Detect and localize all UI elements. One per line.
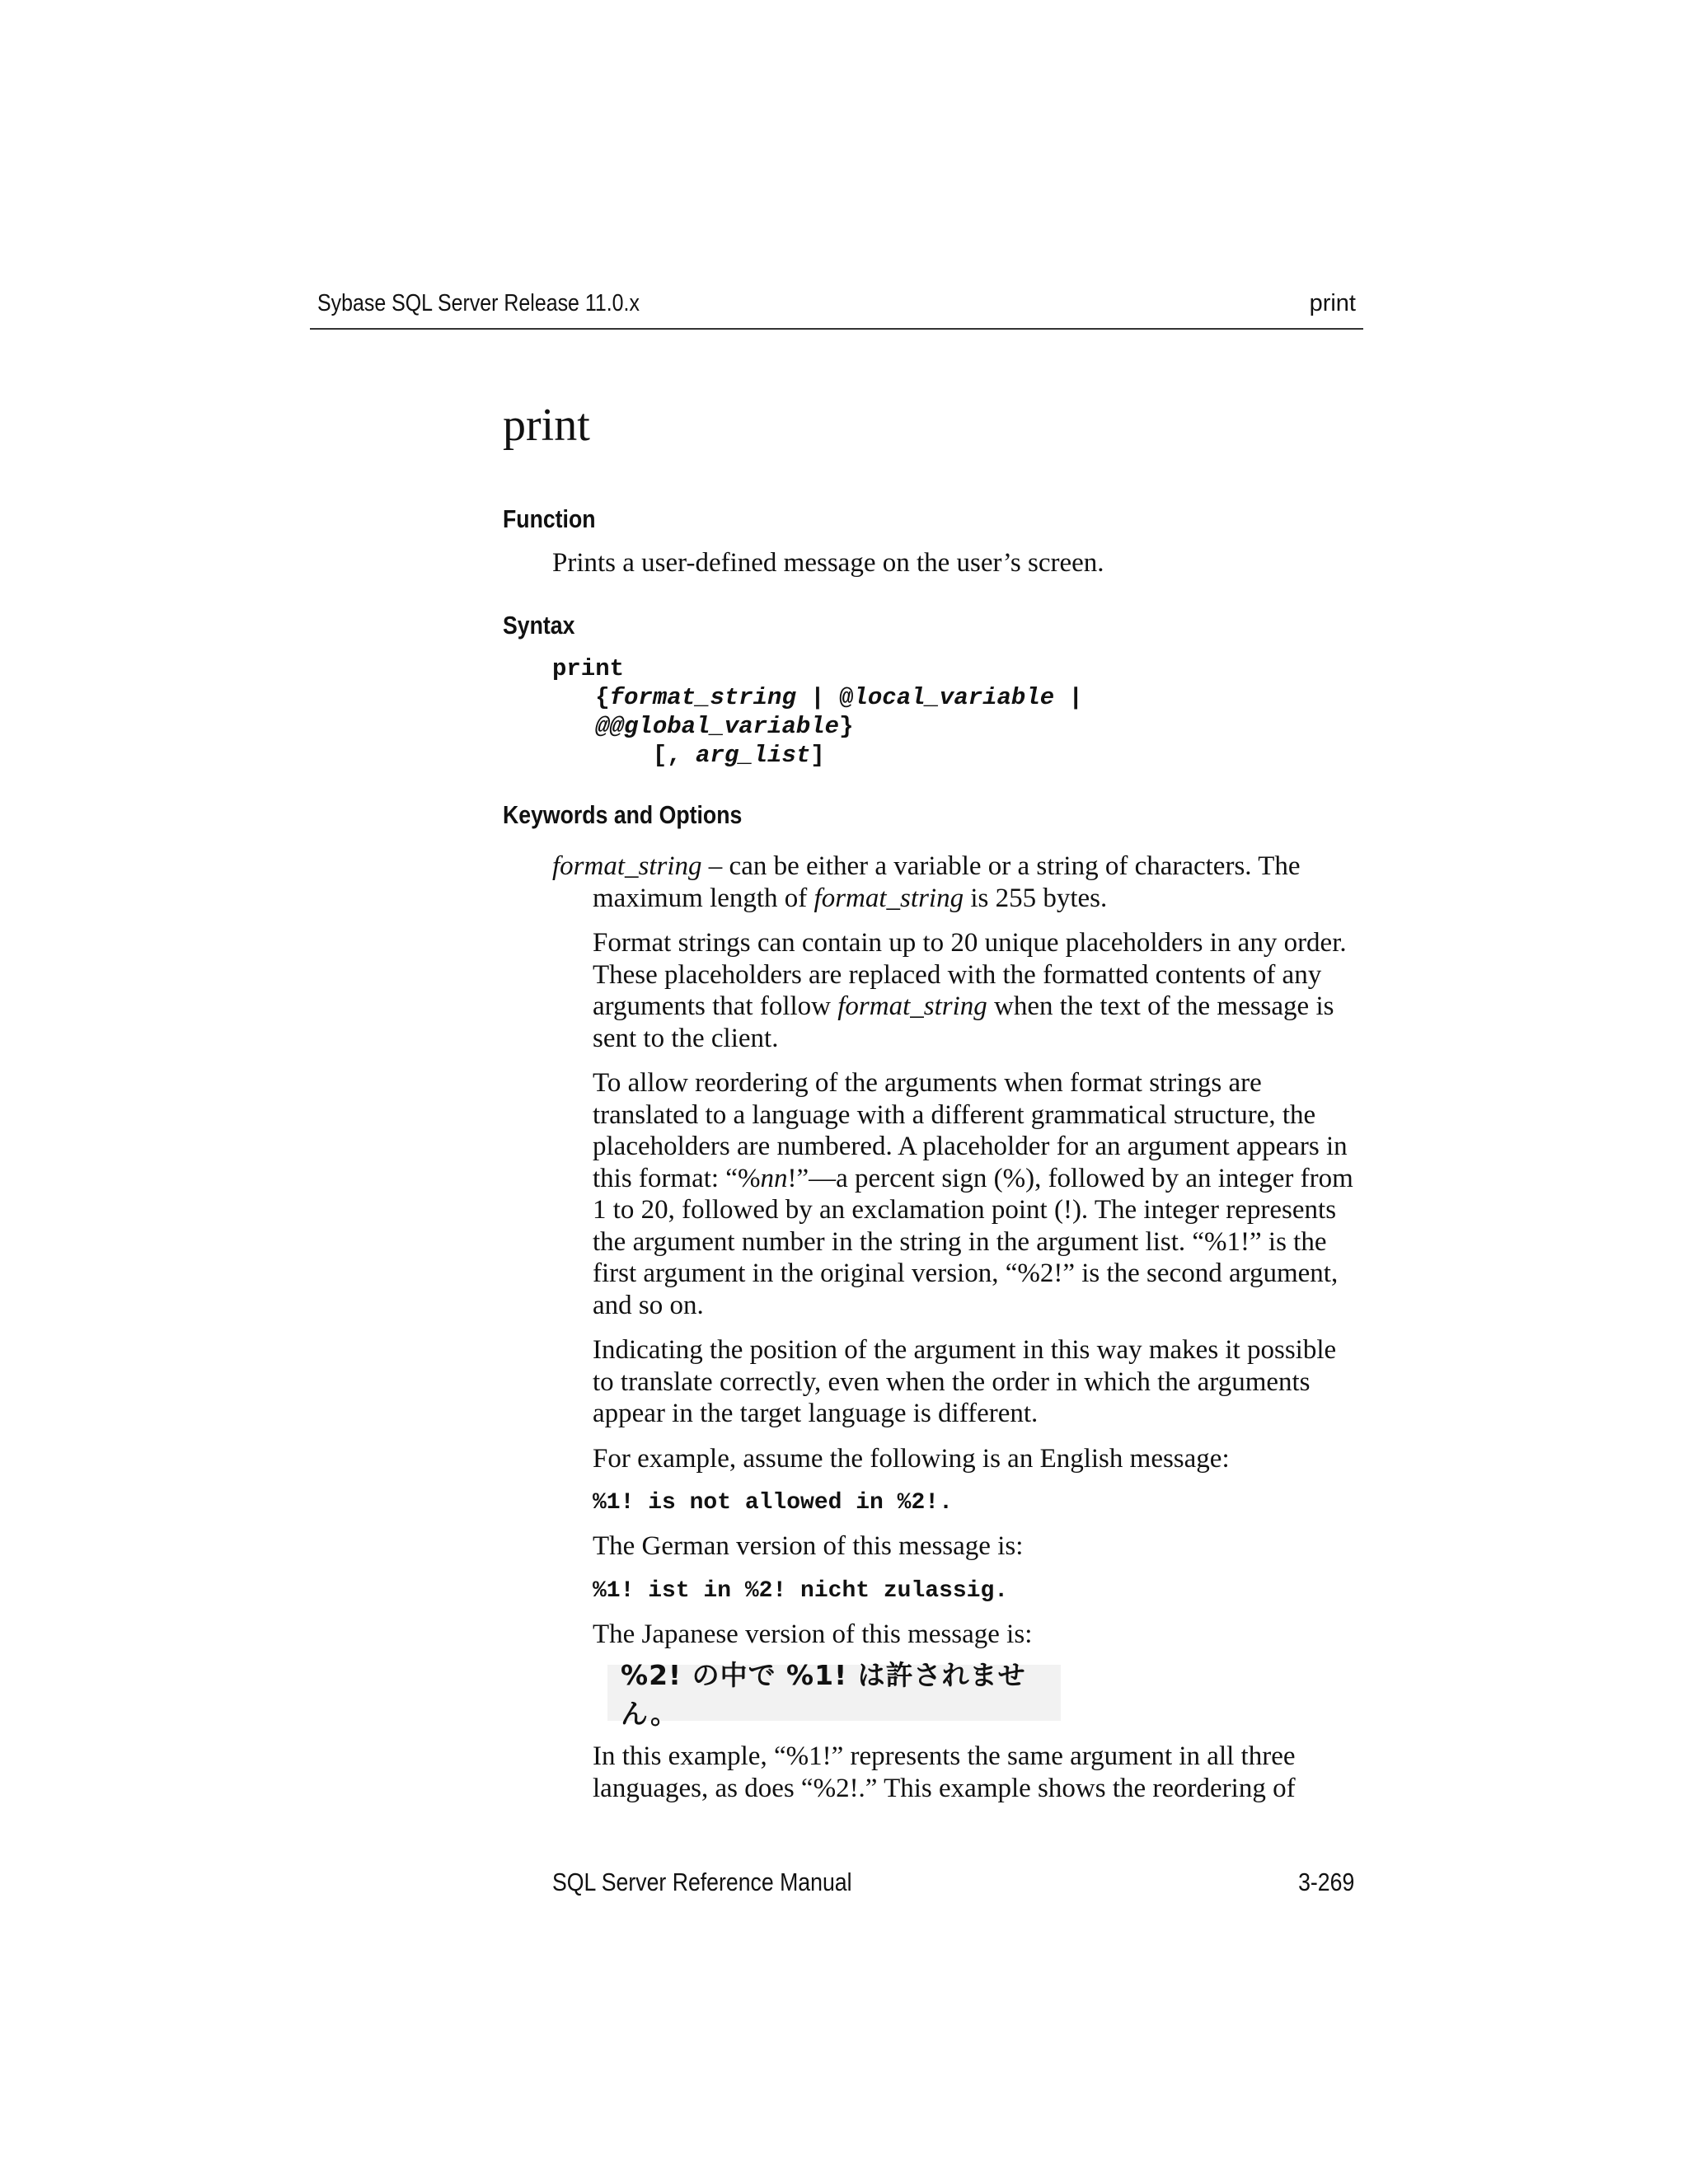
syntax-brace-open: { — [595, 684, 610, 711]
placeholders-paragraph: Format strings can contain up to 20 unique placeholders in any order. These placeholders are replaced with the formatted contents of any arguments that follow format_string when the text of the message is sent to the client. — [593, 928, 1347, 1053]
syntax-bracket-open: [, — [652, 742, 696, 769]
position-paragraph: Indicating the position of the argument in this way makes it possible to translate correctly, even when the order in which the arguments appear in the target language is different. — [593, 1335, 1337, 1428]
header-release: Sybase SQL Server Release 11.0.x — [317, 290, 640, 316]
syntax-at-at: @@ — [595, 713, 625, 740]
syntax-brace-close: } — [839, 713, 854, 740]
japanese-intro: The Japanese version of this message is: — [593, 1619, 1033, 1649]
keywords-heading: Keywords and Options — [503, 800, 743, 829]
syntax-heading: Syntax — [503, 611, 575, 640]
syntax-pipe-at: | @ — [795, 684, 854, 711]
keywords-body — [552, 851, 1360, 1804]
syntax-line-1: print — [552, 655, 625, 682]
function-description: Prints a user-defined message on the user’s screen. — [552, 548, 1104, 578]
japanese-example-code: %2! の中で %1! は許されません。 — [607, 1665, 1061, 1721]
german-example-code: %1! ist in %2! nicht zulassig. — [593, 1577, 1009, 1604]
running-header — [317, 290, 1211, 330]
header-section-name: print — [1309, 290, 1356, 316]
syntax-pipe: | — [1054, 684, 1083, 711]
syntax-bracket-close: ] — [810, 742, 825, 769]
footer-page-number: 3-269 — [1297, 1868, 1354, 1896]
example-explanation: In this example, “%1!” represents the same argument in all three languages, as does “%2!.” This example shows the reordering of — [593, 1741, 1296, 1803]
syntax-block — [552, 654, 1083, 770]
syntax-format-string: format_string — [609, 684, 796, 711]
page-title: print — [503, 400, 590, 451]
footer-manual-name: SQL Server Reference Manual — [552, 1868, 852, 1896]
syntax-local-variable: local_variable — [853, 684, 1055, 711]
german-intro: The German version of this message is: — [593, 1531, 1024, 1561]
syntax-arg-list: arg_list — [696, 742, 811, 769]
format-string-term: format_string — [552, 851, 702, 881]
function-heading: Function — [503, 504, 596, 533]
example-intro: For example, assume the following is an English message: — [593, 1443, 1230, 1474]
header-rule — [310, 328, 1363, 330]
english-example-code: %1! is not allowed in %2!. — [593, 1490, 953, 1516]
reordering-paragraph: To allow reordering of the arguments when format strings are translated to a language with a different grammatical structure, the placeholders are numbered. A placeholder for an argument appears in this format: “%nn!”—a percent sign (%), followed by an integer from 1 to 20, followed by an exclamation point (!). The integer represents the argument number in the string in the argument list. “%1!” is the first argument in the original version, “%2!” is the second argument, and so on. — [593, 1068, 1353, 1320]
syntax-global-variable: global_variable — [624, 713, 840, 740]
format-string-definition: format_string – can be either a variable or a string of characters. The maximum length of format_string is 255 bytes. — [552, 851, 1301, 913]
